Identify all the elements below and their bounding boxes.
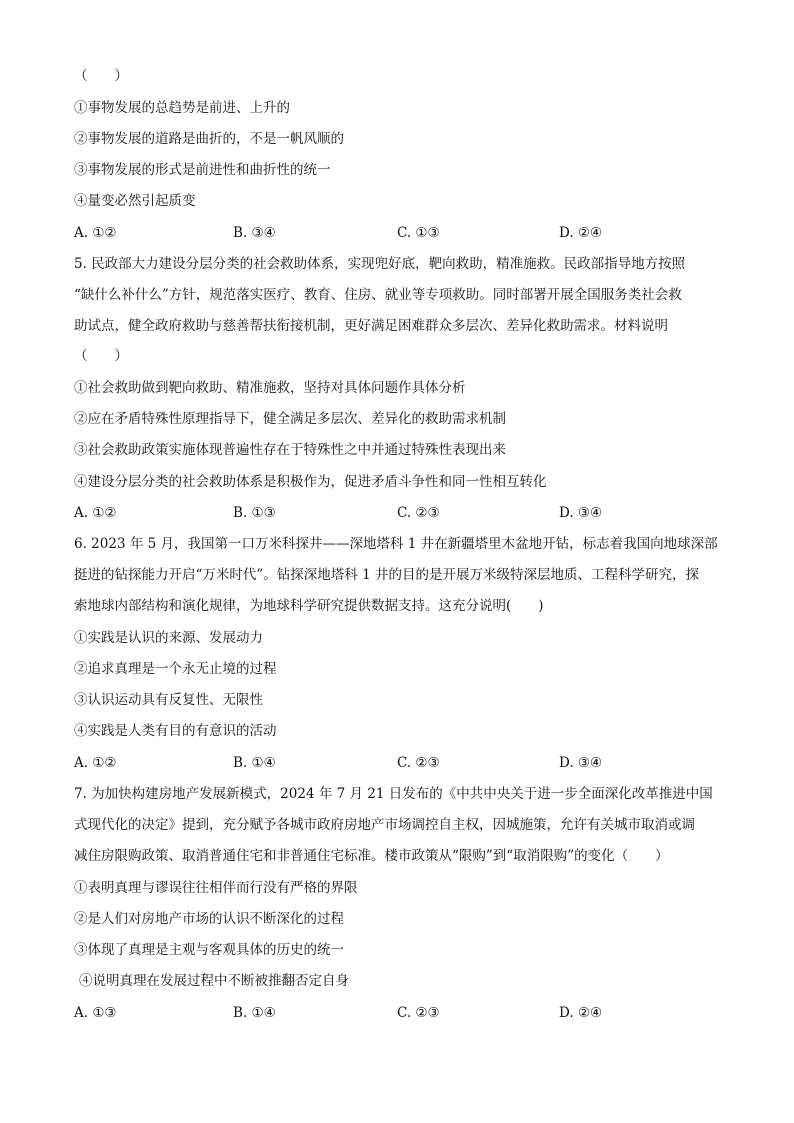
q7-option-d[interactable]: D. ②④ xyxy=(559,1005,603,1021)
q4-option-a[interactable]: A. ①② xyxy=(74,225,117,241)
q6-option-a[interactable]: A. ①② xyxy=(74,755,117,771)
q4-item-4: ④量变必然引起质变 xyxy=(74,193,196,209)
q5-option-c[interactable]: C. ②③ xyxy=(397,505,440,521)
q6-stem-line-1: 6. 2023 年 5 月，我国第一口万米科探井——深地塔科 1 井在新疆塔里木盆地开钻，标志着我国向地球深部 xyxy=(74,536,718,552)
q6-stem-line-3: 索地球内部结构和演化规律，为地球科学研究提供数据支持。这充分说明( ) xyxy=(74,598,544,614)
q7-options xyxy=(74,1004,734,1022)
q4-option-b[interactable]: B. ③④ xyxy=(233,225,276,241)
q6-item-4: ④实践是人类有目的有意识的活动 xyxy=(74,723,277,739)
q6-option-d[interactable]: D. ③④ xyxy=(559,755,603,771)
q6-option-c[interactable]: C. ②③ xyxy=(397,755,440,771)
q7-option-b[interactable]: B. ①④ xyxy=(233,1005,276,1021)
q5-options xyxy=(74,504,734,522)
q4-item-2: ②事物发展的道路是曲折的，不是一帆风顺的 xyxy=(74,131,344,147)
q5-option-a[interactable]: A. ①② xyxy=(74,505,117,521)
q6-item-2: ②追求真理是一个永无止境的过程 xyxy=(74,661,277,677)
q5-item-2: ②应在矛盾特殊性原理指导下，健全满足多层次、差异化的救助需求机制 xyxy=(74,411,506,427)
q4-stem-tail: （ ） xyxy=(74,68,128,84)
q6-options xyxy=(74,754,734,772)
q7-item-4: ④说明真理在发展过程中不断被推翻否定自身 xyxy=(79,973,349,989)
q5-option-d[interactable]: D. ③④ xyxy=(559,505,603,521)
q5-item-4: ④建设分层分类的社会救助体系是积极作为，促进矛盾斗争性和同一性相互转化 xyxy=(74,474,547,490)
q7-option-c[interactable]: C. ②③ xyxy=(397,1005,440,1021)
q5-stem-line-4: （ ） xyxy=(74,348,128,364)
q4-option-c[interactable]: C. ①③ xyxy=(397,225,440,241)
q4-options xyxy=(74,224,734,242)
q7-stem-line-1: 7. 为加快构建房地产发展新模式，2024 年 7 月 21 日发布的《中共中央关于进一步全面深化改革推进中国 xyxy=(74,786,713,802)
q6-option-b[interactable]: B. ①④ xyxy=(233,755,276,771)
q7-stem-line-3: 减住房限购政策、取消普通住宅和非普通住宅标准。楼市政策从“限购”到“取消限购”的变化（ ） xyxy=(74,848,669,864)
q5-stem-line-2: “缺什么补什么”方针，规范落实医疗、教育、住房、就业等专项救助。同时部署开展全国服务类社会救 xyxy=(74,287,682,303)
q7-option-a[interactable]: A. ①③ xyxy=(74,1005,117,1021)
q4-item-1: ①事物发展的总趋势是前进、上升的 xyxy=(74,100,290,116)
q7-item-1: ①表明真理与谬误往往相伴而行没有严格的界限 xyxy=(74,880,358,896)
q5-item-3: ③社会救助政策实施体现普遍性存在于特殊性之中并通过特殊性表现出来 xyxy=(74,442,506,458)
q5-stem-line-1: 5. 民政部大力建设分层分类的社会救助体系，实现兜好底，靶向救助，精准施救。民政部指导地方按照 xyxy=(74,256,686,272)
q6-item-3: ③认识运动具有反复性、无限性 xyxy=(74,692,263,708)
q7-stem-line-2: 式现代化的决定》提到，充分赋予各城市政府房地产市场调控自主权，因城施策，允许有关城市取消或调 xyxy=(74,817,695,833)
q7-item-2: ②是人们对房地产市场的认识不断深化的过程 xyxy=(74,911,344,927)
q7-item-3: ③体现了真理是主观与客观具体的历史的统一 xyxy=(74,942,344,958)
q6-item-1: ①实践是认识的来源、发展动力 xyxy=(74,630,263,646)
q4-option-d[interactable]: D. ②④ xyxy=(559,225,603,241)
q5-stem-line-3: 助试点，健全政府救助与慈善帮扶衔接机制，更好满足困难群众多层次、差异化救助需求。材料说明 xyxy=(74,318,668,334)
q5-option-b[interactable]: B. ①③ xyxy=(233,505,276,521)
q4-item-3: ③事物发展的形式是前进性和曲折性的统一 xyxy=(74,162,331,178)
q5-item-1: ①社会救助做到靶向救助、精准施救，坚持对具体问题作具体分析 xyxy=(74,380,466,396)
q6-stem-line-2: 挺进的钻探能力开启“万米时代”。钻探深地塔科 1 井的目的是开展万米级特深层地质、工程科学研究，探 xyxy=(74,567,699,583)
